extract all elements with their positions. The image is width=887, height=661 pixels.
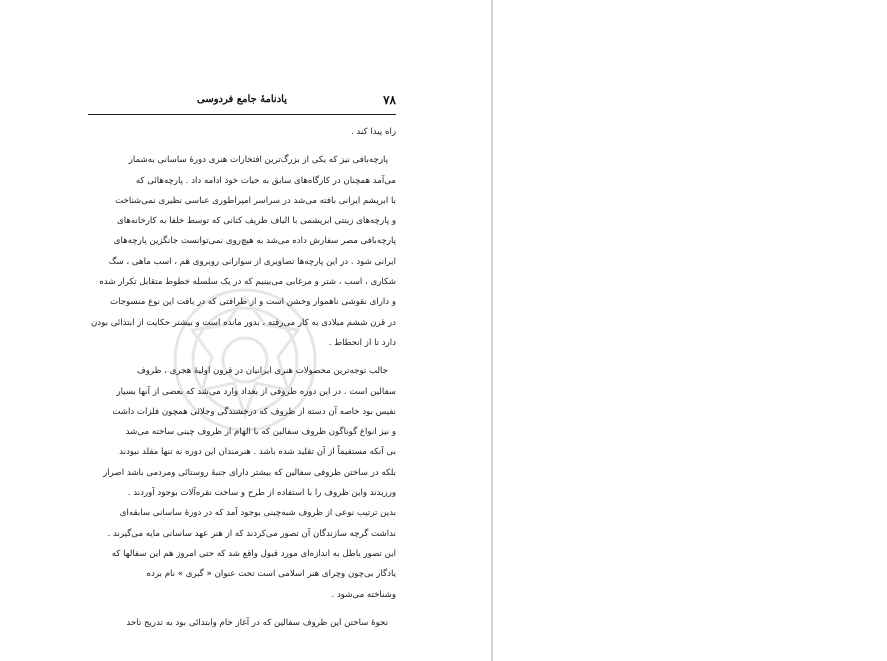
text-line: پارچه‌بافی مصر سفارش داده می‌شد به هیچ‌روی نمی‌توانست جانگزین پارچه‌های — [113, 236, 396, 247]
text-line: بی آنکه مستقیماً از آن تقلید شده باشد . هنرمندان این دوره نه تنها مقلد نبودند — [119, 447, 396, 458]
text-line: در قرن ششم میلادی به کار می‌رفته ، بدور مانده است و بیشتر حکایت از ابتدائی بودن — [91, 317, 396, 328]
book-title: یادنامهٔ جامع فردوسی — [197, 94, 287, 105]
text-line: دارد تا از انحطاط . — [328, 337, 396, 348]
text-line: نداشت گرچه سازندگان آن تصور می‌کردند که از هنر عهد ساسانی مایه می‌گیرند . — [107, 528, 396, 539]
text-line: وشناخته می‌شود . — [331, 589, 396, 600]
text-line: نفیس بود خاصه آن دسته از ظروف که درخشندگی وجلائی همچون فلزات داشت — [112, 406, 396, 417]
text-line: ایرانی شود . در این پارچه‌ها تصاویری از سوارانی روبروی هم ، اسب ماهی ، سگ — [108, 256, 396, 267]
text-line: جالب توجه‌ترین محصولات هنری ایرانیان در قرون اولیهٔ هجری ، ظروف — [136, 366, 388, 377]
empty-viewer-area — [493, 0, 887, 661]
text-line: با ابریشم ایرانی بافته می‌شد در سراسر امپراطوری عباسی نظیری نمی‌شناخت — [115, 195, 396, 206]
header-rule — [88, 114, 396, 115]
text-line: بلکه در ساختن ظروفی سفالین که بیشتر دارای جنبهٔ روستائی ومردمی باشد اصرار — [103, 467, 396, 478]
text-line: بدین ترتیب نوعی از ظروف شبه‌چینی بوجود آمد که در دورهٔ ساسانی سابقه‌ای — [119, 508, 396, 519]
page-number: ۷۸ — [383, 93, 396, 107]
text-line: پارچه‌بافی نیز که یکی از بزرگ‌ترین افتخارات هنری دورهٔ ساسانی به‌شمار — [128, 155, 388, 166]
text-line: سفالین است . در این دوره ظروفی از بغداد وارد می‌شد که بعضی از آنها بسیار — [116, 386, 396, 397]
text-line: و پارچه‌های زینتی ابریشمی با الیاف ظریف کتانی که توسط خلفا به کارخانه‌های — [116, 216, 396, 227]
text-line: و نیز انواع گوناگون ظروف سفالین که با الهام از ظروف چینی ساخته می‌شد — [125, 427, 396, 438]
running-head — [88, 93, 396, 111]
text-line: نحوهٔ ساختن این ظروف سفالین که در آغاز خام وابتدائی بود به تدریج تاحد — [126, 617, 388, 628]
text-line: می‌آمد همچنان در کارگاه‌های سابق به حیات خود ادامه داد . پارچه‌هائی که — [135, 175, 396, 186]
text-line: این تصور باطل به اندازه‌ای مورد قبول واقع شد که حتی امروز هم این سفالها که — [111, 548, 396, 559]
text-line: و دارای نقوشی ناهموار وخشن است و از طرافتی که در بافت این نوع منسوجات — [110, 297, 396, 308]
text-line: راه پیدا کند . — [350, 127, 396, 137]
text-line: شکاری ، اسب ، شتر و مرغابی می‌بینیم که در یک سلسله خطوط متقابل تکرار شده — [99, 277, 396, 288]
text-line: یادگار بی‌چون وچرای هنر اسلامی است تحت عنوان « گبری » نام برده — [146, 569, 396, 580]
text-line: ورزیدند واین ظروف را با استفاده از طرح و ساخت نقره‌آلات بوجود آوردند . — [127, 488, 396, 499]
body-text — [88, 122, 396, 633]
